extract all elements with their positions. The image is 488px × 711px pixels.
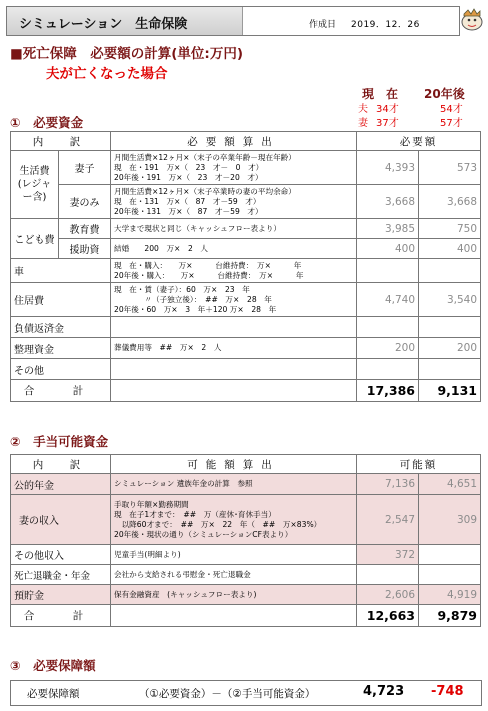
calc-cell: 結婚 200 万× 2 人 <box>111 239 357 259</box>
calc-line: 現 在・191 万×（ 23 才－ 0 才） <box>114 162 264 172</box>
amount-20y: 3,540 <box>419 283 481 317</box>
calc-line: 20年後・購入： 万× 台維持費： 万× 年 <box>114 270 304 280</box>
amount-20y: 309 <box>419 495 481 545</box>
husband-label: 夫 <box>358 104 368 115</box>
table-header-row <box>11 455 481 474</box>
calc-cell: 保有金融資産 (キャッシュフロー表より) <box>111 585 357 605</box>
total-20y: 9,879 <box>419 605 481 627</box>
calc-line: 月間生活費×12ヶ月×（末子卒業時の妻の平均余命） <box>114 186 296 196</box>
row-label: 公的年金 <box>11 474 111 495</box>
wife-label: 妻 <box>358 118 368 129</box>
amount-now <box>357 317 419 338</box>
row-label: その他収入 <box>11 545 111 565</box>
amount-20y: 200 <box>419 338 481 359</box>
row-label: 預貯金 <box>11 585 111 605</box>
calc-line: 20年後・191 万×（ 23 才－20 才） <box>114 172 263 182</box>
page-title: ■死亡保障 必要額の計算(単位:万円) <box>10 46 243 62</box>
required-coverage-row <box>10 680 482 706</box>
col-header-20y: 20年後 <box>424 87 465 101</box>
calc-cell <box>111 283 357 317</box>
header-title-panel <box>7 7 243 35</box>
row-label: 整理資金 <box>11 338 111 359</box>
table-row <box>11 283 481 317</box>
table-row <box>11 495 481 545</box>
amount-now: 4,393 <box>357 151 419 185</box>
calc-cell: 葬儀費用等 ## 万× 2 人 <box>111 338 357 359</box>
header-title: シミュレーション 生命保険 <box>19 17 188 32</box>
amount-20y: 4,919 <box>419 585 481 605</box>
table-row <box>11 317 481 338</box>
col-amount: 可能額 <box>357 455 481 474</box>
calc-line: 現 在・賃（妻子）：60 万× 23 年 <box>114 284 250 294</box>
calc-cell: 大学まで現状と同じ（キャッシュフロー表より） <box>111 219 357 239</box>
amount-now: 7,136 <box>357 474 419 495</box>
page-subtitle: 夫が亡くなった場合 <box>46 66 168 82</box>
coverage-now: 4,723 <box>363 684 405 699</box>
table-row <box>11 185 481 219</box>
table-row <box>11 239 481 259</box>
required-funds-table <box>10 131 481 402</box>
calc-cell <box>111 185 357 219</box>
table-row <box>11 585 481 605</box>
mascot-logo-icon <box>458 4 486 34</box>
row-label: 死亡退職金・年金 <box>11 565 111 585</box>
calc-cell <box>111 495 357 545</box>
amount-20y <box>419 545 481 565</box>
calc-cell <box>111 359 357 380</box>
amount-now: 200 <box>357 338 419 359</box>
coverage-20y: -748 <box>431 684 464 699</box>
table-row <box>11 338 481 359</box>
amount-20y: 750 <box>419 219 481 239</box>
amount-now: 3,985 <box>357 219 419 239</box>
amount-now: 2,606 <box>357 585 419 605</box>
table-row <box>11 151 481 185</box>
calc-line: 20年後・131 万×（ 87 才－59 才） <box>114 206 263 216</box>
amount-now <box>357 359 419 380</box>
living-group-label: 生活費(レジャー含) <box>11 151 59 219</box>
table-row <box>11 545 481 565</box>
calc-line: 〃（子独立後）： ## 万× 28 年 <box>114 294 272 304</box>
amount-20y: 400 <box>419 239 481 259</box>
header-bar <box>6 6 460 36</box>
table-row <box>11 474 481 495</box>
available-funds-table <box>10 454 481 627</box>
calc-cell <box>111 151 357 185</box>
row-label: 住居費 <box>11 283 111 317</box>
amount-now: 372 <box>357 545 419 565</box>
col-calc: 必要額算出 <box>111 132 357 151</box>
amount-20y <box>419 259 481 283</box>
wife-age-20y: 57才 <box>440 118 463 129</box>
amount-20y: 3,668 <box>419 185 481 219</box>
col-item: 内 訳 <box>11 132 111 151</box>
amount-20y <box>419 565 481 585</box>
total-20y: 9,131 <box>419 380 481 402</box>
calc-cell <box>111 317 357 338</box>
amount-now <box>357 565 419 585</box>
row-label: 負債返済金 <box>11 317 111 338</box>
col-header-now: 現 在 <box>362 87 399 101</box>
amount-20y: 4,651 <box>419 474 481 495</box>
amount-20y <box>419 359 481 380</box>
col-item: 内 訳 <box>11 455 111 474</box>
col-calc: 可能額算出 <box>111 455 357 474</box>
calc-line: 20年後・現状の通り（シミュレーションCF表より） <box>114 529 293 539</box>
total-row <box>11 605 481 627</box>
total-now: 12,663 <box>357 605 419 627</box>
table-row <box>11 259 481 283</box>
calc-cell: 児童手当(明細より) <box>111 545 357 565</box>
amount-now: 3,668 <box>357 185 419 219</box>
amount-now <box>357 259 419 283</box>
calc-line: 手取り年額×勤務期間 <box>114 499 189 509</box>
table-header-row <box>11 132 481 151</box>
calc-cell: シミュレーション 遺族年金の計算 参照 <box>111 474 357 495</box>
row-label: 妻子 <box>59 151 111 185</box>
total-now: 17,386 <box>357 380 419 402</box>
date-label: 作成日 <box>309 20 337 30</box>
calc-line: 20年後・60 万× 3 年＋120 万× 28 年 <box>114 304 277 314</box>
table-row <box>11 565 481 585</box>
calc-cell: 会社から支給される弔慰金・死亡退職金 <box>111 565 357 585</box>
row-label: 援助資 <box>59 239 111 259</box>
row-label: 車 <box>11 259 111 283</box>
col-amount: 必要額 <box>357 132 481 151</box>
calc-cell <box>111 380 357 402</box>
calc-line: 現 在子1才まで： ## 万（産休･育休手当） <box>114 509 276 519</box>
amount-now: 400 <box>357 239 419 259</box>
husband-age-20y: 54才 <box>440 104 463 115</box>
amount-now: 2,547 <box>357 495 419 545</box>
section3-title: ③ 必要保障額 <box>10 658 96 673</box>
row-label: 妻の収入 <box>11 495 111 545</box>
calc-cell <box>111 605 357 627</box>
kids-group-label: こども費 <box>11 219 59 259</box>
coverage-label: 必要保障額 <box>27 688 80 700</box>
amount-now: 4,740 <box>357 283 419 317</box>
row-label: その他 <box>11 359 111 380</box>
section2-title: ② 手当可能資金 <box>10 434 109 449</box>
date-value: 2019．12．26 <box>351 20 420 30</box>
calc-line: 現 在・購入： 万× 台維持費： 万× 年 <box>114 260 302 270</box>
calc-line: 月間生活費×12ヶ月×（末子の卒業年齢－現在年齢） <box>114 152 296 162</box>
calc-cell <box>111 259 357 283</box>
calc-line: 現 在・131 万×（ 87 才－59 才） <box>114 196 261 206</box>
table-row <box>11 219 481 239</box>
coverage-formula: （①必要資金）－（②手当可能資金） <box>139 688 316 700</box>
wife-age-now: 37才 <box>376 118 399 129</box>
section1-title: ① 必要資金 <box>10 115 84 130</box>
table-row <box>11 359 481 380</box>
husband-age-now: 34才 <box>376 104 399 115</box>
calc-line: 以降60才まで： ## 万× 22 年（ ## 万×83%） <box>114 519 322 529</box>
total-label: 合 計 <box>11 380 111 402</box>
row-label: 教育費 <box>59 219 111 239</box>
amount-20y <box>419 317 481 338</box>
total-row <box>11 380 481 402</box>
row-label: 妻のみ <box>59 185 111 219</box>
total-label: 合 計 <box>11 605 111 627</box>
amount-20y: 573 <box>419 151 481 185</box>
